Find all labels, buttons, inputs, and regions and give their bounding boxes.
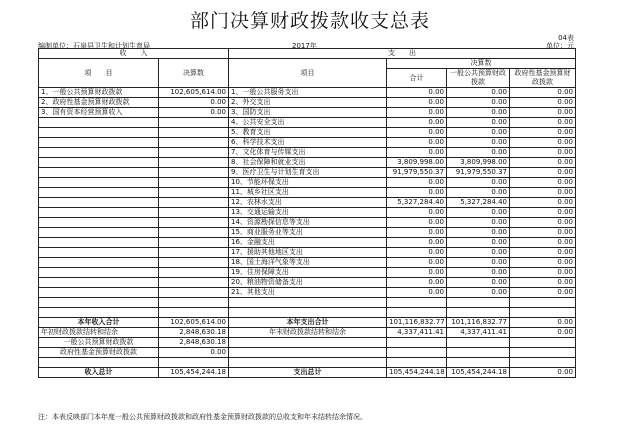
expense-general-public-cell bbox=[447, 308, 510, 318]
report-year: 2017年 bbox=[292, 42, 317, 50]
expense-general-public-cell: 0.00 bbox=[447, 188, 510, 198]
carry-row bbox=[39, 328, 576, 338]
income-header: 收 入 bbox=[39, 49, 229, 59]
table-row bbox=[39, 278, 576, 288]
income-item-cell bbox=[39, 148, 159, 158]
expense-total-cell: 0.00 bbox=[387, 108, 447, 118]
income-amount-cell bbox=[159, 288, 229, 298]
expense-general-public-cell: 0.00 bbox=[447, 88, 510, 98]
expense-gov-fund-cell: 0.00 bbox=[510, 228, 576, 238]
expense-gov-fund-cell: 0.00 bbox=[510, 188, 576, 198]
income-amount-cell bbox=[159, 158, 229, 168]
expense-item-cell: 8、社会保障和就业支出 bbox=[229, 158, 387, 168]
income-total-row bbox=[39, 318, 576, 328]
table-row bbox=[39, 118, 576, 128]
expense-item-cell: 1、一般公共服务支出 bbox=[229, 88, 387, 98]
table-row bbox=[39, 88, 576, 98]
expense-item-header: 项目 bbox=[229, 59, 387, 88]
income-label-cell bbox=[39, 358, 159, 368]
expense-item-cell: 4、公共安全支出 bbox=[229, 118, 387, 128]
expense-gov-fund-cell: 0.00 bbox=[510, 278, 576, 288]
table-row bbox=[39, 178, 576, 188]
income-amount-cell bbox=[159, 308, 229, 318]
table-row bbox=[39, 198, 576, 208]
expense-gov-fund-cell: 0.00 bbox=[510, 198, 576, 208]
income-item-cell: 3、国有资本经营预算收入 bbox=[39, 108, 159, 118]
income-item-cell bbox=[39, 218, 159, 228]
expense-gov-fund-cell: 0.00 bbox=[510, 208, 576, 218]
income-item-cell bbox=[39, 248, 159, 258]
expense-gov-fund-cell bbox=[510, 338, 576, 348]
expense-label-cell bbox=[229, 358, 387, 368]
expense-general-public-cell: 0.00 bbox=[447, 228, 510, 238]
expense-item-cell: 9、医疗卫生与计划生育支出 bbox=[229, 168, 387, 178]
income-item-cell bbox=[39, 118, 159, 128]
expense-total-cell: 4,337,411.41 bbox=[387, 328, 447, 338]
expense-general-public-cell: 0.00 bbox=[447, 238, 510, 248]
expense-general-public-cell: 0.00 bbox=[447, 258, 510, 268]
expense-item-cell: 15、商业服务业等支出 bbox=[229, 228, 387, 238]
income-amount-cell bbox=[159, 148, 229, 158]
expense-general-public-cell: 91,979,550.37 bbox=[447, 168, 510, 178]
expense-general-public-cell: 0.00 bbox=[447, 208, 510, 218]
income-amount-cell bbox=[159, 218, 229, 228]
table-row bbox=[39, 308, 576, 318]
expense-gov-fund-cell: 0.00 bbox=[510, 108, 576, 118]
expense-gov-fund-cell: 0.00 bbox=[510, 218, 576, 228]
expense-total-cell: 0.00 bbox=[387, 218, 447, 228]
footnote: 注：本表反映部门本年度一般公共预算财政拨款和政府性基金预算财政拨款的总收支和年末结转结余情况。 bbox=[38, 413, 367, 421]
expense-total-cell: 0.00 bbox=[387, 148, 447, 158]
expense-total-cell: 0.00 bbox=[387, 188, 447, 198]
expense-item-cell: 10、节能环保支出 bbox=[229, 178, 387, 188]
income-value-cell: 2,848,630.18 bbox=[159, 328, 229, 338]
table-row bbox=[39, 228, 576, 238]
income-item-cell bbox=[39, 188, 159, 198]
expense-label-cell bbox=[229, 338, 387, 348]
expense-gov-fund-cell bbox=[510, 308, 576, 318]
income-amount-cell bbox=[159, 298, 229, 308]
expense-amount-header: 决算数 bbox=[387, 59, 576, 69]
expense-gov-fund-cell: 0.00 bbox=[510, 178, 576, 188]
expense-general-public-cell: 0.00 bbox=[447, 288, 510, 298]
income-amount-cell bbox=[159, 188, 229, 198]
income-amount-cell: 102,605,614.00 bbox=[159, 88, 229, 98]
expense-total-cell: 0.00 bbox=[387, 88, 447, 98]
header-row-2 bbox=[39, 59, 576, 69]
expense-label-cell: 支出总计 bbox=[229, 368, 387, 378]
expense-total-cell: 0.00 bbox=[387, 258, 447, 268]
expense-gov-fund-cell bbox=[510, 298, 576, 308]
income-item-cell bbox=[39, 238, 159, 248]
expense-total-cell: 0.00 bbox=[387, 138, 447, 148]
income-amount-cell bbox=[159, 238, 229, 248]
table-row bbox=[39, 238, 576, 248]
income-value-cell: 105,454,244.18 bbox=[159, 368, 229, 378]
expense-total-cell: 0.00 bbox=[387, 118, 447, 128]
currency-unit: 单位：元 bbox=[546, 42, 574, 50]
expense-total-cell: 5,327,284.40 bbox=[387, 198, 447, 208]
income-amount-cell bbox=[159, 268, 229, 278]
expense-gov-fund-cell: 0.00 bbox=[510, 168, 576, 178]
revenue-expense-table bbox=[38, 48, 576, 378]
expense-item-cell: 2、外交支出 bbox=[229, 98, 387, 108]
income-amount-cell bbox=[159, 208, 229, 218]
expense-item-cell: 16、金融支出 bbox=[229, 238, 387, 248]
income-item-cell bbox=[39, 288, 159, 298]
expense-gov-fund-cell: 0.00 bbox=[510, 128, 576, 138]
total-header: 合计 bbox=[387, 69, 447, 88]
income-amount-cell bbox=[159, 198, 229, 208]
expense-general-public-cell: 0.00 bbox=[447, 248, 510, 258]
expense-general-public-cell: 0.00 bbox=[447, 138, 510, 148]
income-amount-header: 决算数 bbox=[159, 59, 229, 88]
income-label-cell: 年初财政拨款结转和结余 bbox=[39, 328, 159, 338]
income-value-cell: 0.00 bbox=[159, 348, 229, 358]
expense-gov-fund-cell: 0.00 bbox=[510, 248, 576, 258]
expense-general-public-cell: 101,116,832.77 bbox=[447, 318, 510, 328]
expense-total-cell: 101,116,832.77 bbox=[387, 318, 447, 328]
expense-general-public-cell: 4,337,411.41 bbox=[447, 328, 510, 338]
expense-item-cell bbox=[229, 308, 387, 318]
expense-item-cell: 21、其他支出 bbox=[229, 288, 387, 298]
general-public-header: 一般公共预算财政拨款 bbox=[447, 69, 510, 88]
expense-item-cell: 12、农林水支出 bbox=[229, 198, 387, 208]
expense-total-cell bbox=[387, 358, 447, 368]
expense-gov-fund-cell bbox=[510, 348, 576, 358]
table-row bbox=[39, 168, 576, 178]
income-item-cell bbox=[39, 208, 159, 218]
expense-total-cell: 105,454,244.18 bbox=[387, 368, 447, 378]
table-row bbox=[39, 158, 576, 168]
expense-general-public-cell: 0.00 bbox=[447, 148, 510, 158]
income-item-cell bbox=[39, 268, 159, 278]
expense-gov-fund-cell bbox=[510, 358, 576, 368]
expense-general-public-cell: 0.00 bbox=[447, 128, 510, 138]
table-row bbox=[39, 268, 576, 278]
income-amount-cell bbox=[159, 138, 229, 148]
income-item-cell bbox=[39, 308, 159, 318]
income-label-cell: 收入总计 bbox=[39, 368, 159, 378]
income-item-cell bbox=[39, 178, 159, 188]
expense-gov-fund-cell: 0.00 bbox=[510, 138, 576, 148]
expense-total-cell: 91,979,550.37 bbox=[387, 168, 447, 178]
expense-total-cell bbox=[387, 298, 447, 308]
expense-general-public-cell bbox=[447, 338, 510, 348]
expense-gov-fund-cell: 0.00 bbox=[510, 88, 576, 98]
table-row bbox=[39, 188, 576, 198]
expense-item-cell: 7、文化体育与传媒支出 bbox=[229, 148, 387, 158]
income-item-cell bbox=[39, 158, 159, 168]
income-amount-cell bbox=[159, 178, 229, 188]
expense-gov-fund-cell: 0.00 bbox=[510, 258, 576, 268]
expense-total-cell: 0.00 bbox=[387, 238, 447, 248]
expense-item-cell: 18、国土海洋气象等支出 bbox=[229, 258, 387, 268]
income-item-header: 项 目 bbox=[39, 59, 159, 88]
expense-gov-fund-cell: 0.00 bbox=[510, 288, 576, 298]
expense-gov-fund-cell: 0.00 bbox=[510, 118, 576, 128]
table-row bbox=[39, 258, 576, 268]
gov-fund-header: 政府性基金预算财政拨款 bbox=[510, 69, 576, 88]
expense-total-cell: 0.00 bbox=[387, 288, 447, 298]
expense-item-cell: 19、住房保障支出 bbox=[229, 268, 387, 278]
expense-item-cell bbox=[229, 298, 387, 308]
income-amount-cell bbox=[159, 168, 229, 178]
income-item-cell bbox=[39, 258, 159, 268]
expense-gov-fund-cell: 0.00 bbox=[510, 368, 576, 378]
expense-general-public-cell: 3,809,998.00 bbox=[447, 158, 510, 168]
expense-total-cell: 0.00 bbox=[387, 208, 447, 218]
expense-header: 支 出 bbox=[229, 49, 576, 59]
expense-total-cell bbox=[387, 338, 447, 348]
income-amount-cell bbox=[159, 258, 229, 268]
table-row bbox=[39, 298, 576, 308]
expense-total-cell: 0.00 bbox=[387, 268, 447, 278]
carry-gf-row bbox=[39, 348, 576, 358]
income-label-cell: 一般公共预算财政拨款 bbox=[39, 338, 159, 348]
table-row bbox=[39, 288, 576, 298]
table-row bbox=[39, 148, 576, 158]
income-amount-cell: 0.00 bbox=[159, 98, 229, 108]
expense-general-public-cell bbox=[447, 358, 510, 368]
table-row bbox=[39, 138, 576, 148]
table-row bbox=[39, 128, 576, 138]
income-item-cell bbox=[39, 228, 159, 238]
expense-general-public-cell: 0.00 bbox=[447, 278, 510, 288]
income-amount-cell bbox=[159, 278, 229, 288]
expense-gov-fund-cell: 0.00 bbox=[510, 268, 576, 278]
carry-gp-row bbox=[39, 338, 576, 348]
expense-general-public-cell: 0.00 bbox=[447, 108, 510, 118]
reporting-unit: 编制单位：石泉县卫生和计划生育局 bbox=[38, 42, 150, 50]
income-amount-cell: 0.00 bbox=[159, 108, 229, 118]
table-row bbox=[39, 208, 576, 218]
expense-item-cell: 14、资源勘探信息等支出 bbox=[229, 218, 387, 228]
income-item-cell: 2、政府性基金预算财政拨款 bbox=[39, 98, 159, 108]
expense-general-public-cell: 0.00 bbox=[447, 178, 510, 188]
expense-item-cell: 11、城乡社区支出 bbox=[229, 188, 387, 198]
income-item-cell bbox=[39, 128, 159, 138]
income-item-cell bbox=[39, 298, 159, 308]
income-value-cell: 102,605,614.00 bbox=[159, 318, 229, 328]
expense-total-cell: 0.00 bbox=[387, 278, 447, 288]
income-item-cell bbox=[39, 198, 159, 208]
expense-total-cell: 0.00 bbox=[387, 128, 447, 138]
expense-item-cell: 13、交通运输支出 bbox=[229, 208, 387, 218]
table-row bbox=[39, 218, 576, 228]
income-value-cell: 2,848,630.18 bbox=[159, 338, 229, 348]
expense-general-public-cell bbox=[447, 298, 510, 308]
expense-gov-fund-cell: 0.00 bbox=[510, 158, 576, 168]
income-amount-cell bbox=[159, 118, 229, 128]
expense-general-public-cell bbox=[447, 348, 510, 358]
expense-general-public-cell: 105,454,244.18 bbox=[447, 368, 510, 378]
expense-gov-fund-cell: 0.00 bbox=[510, 328, 576, 338]
expense-general-public-cell: 0.00 bbox=[447, 268, 510, 278]
grand-total-row bbox=[39, 368, 576, 378]
income-amount-cell bbox=[159, 228, 229, 238]
expense-total-cell: 3,809,998.00 bbox=[387, 158, 447, 168]
expense-gov-fund-cell: 0.00 bbox=[510, 98, 576, 108]
expense-label-cell: 本年支出合计 bbox=[229, 318, 387, 328]
blank-row bbox=[39, 358, 576, 368]
income-item-cell: 1、一般公共预算财政拨款 bbox=[39, 88, 159, 98]
expense-gov-fund-cell: 0.00 bbox=[510, 238, 576, 248]
expense-label-cell bbox=[229, 348, 387, 358]
expense-total-cell: 0.00 bbox=[387, 98, 447, 108]
table-row bbox=[39, 248, 576, 258]
expense-total-cell bbox=[387, 348, 447, 358]
table-row bbox=[39, 98, 576, 108]
report-title: 部门决算财政拨款收支总表 bbox=[189, 10, 430, 32]
expense-item-cell: 20、粮油物资储备支出 bbox=[229, 278, 387, 288]
income-label-cell: 本年收入合计 bbox=[39, 318, 159, 328]
income-value-cell bbox=[159, 358, 229, 368]
income-item-cell bbox=[39, 168, 159, 178]
expense-total-cell bbox=[387, 308, 447, 318]
expense-general-public-cell: 0.00 bbox=[447, 98, 510, 108]
form-number: 04表 bbox=[558, 34, 574, 42]
expense-total-cell: 0.00 bbox=[387, 248, 447, 258]
expense-general-public-cell: 5,327,284.40 bbox=[447, 198, 510, 208]
header-row-1 bbox=[39, 49, 576, 59]
expense-general-public-cell: 0.00 bbox=[447, 218, 510, 228]
expense-label-cell: 年末财政拨款结转和结余 bbox=[229, 328, 387, 338]
income-amount-cell bbox=[159, 248, 229, 258]
expense-item-cell: 17、援助其他地区支出 bbox=[229, 248, 387, 258]
expense-general-public-cell: 0.00 bbox=[447, 118, 510, 128]
expense-item-cell: 5、教育支出 bbox=[229, 128, 387, 138]
income-label-cell: 政府性基金预算财政拨款 bbox=[39, 348, 159, 358]
expense-total-cell: 0.00 bbox=[387, 178, 447, 188]
expense-gov-fund-cell: 0.00 bbox=[510, 318, 576, 328]
expense-item-cell: 3、国防支出 bbox=[229, 108, 387, 118]
income-item-cell bbox=[39, 138, 159, 148]
income-amount-cell bbox=[159, 128, 229, 138]
income-item-cell bbox=[39, 278, 159, 288]
expense-gov-fund-cell: 0.00 bbox=[510, 148, 576, 158]
expense-total-cell: 0.00 bbox=[387, 228, 447, 238]
expense-item-cell: 6、科学技术支出 bbox=[229, 138, 387, 148]
table-row bbox=[39, 108, 576, 118]
